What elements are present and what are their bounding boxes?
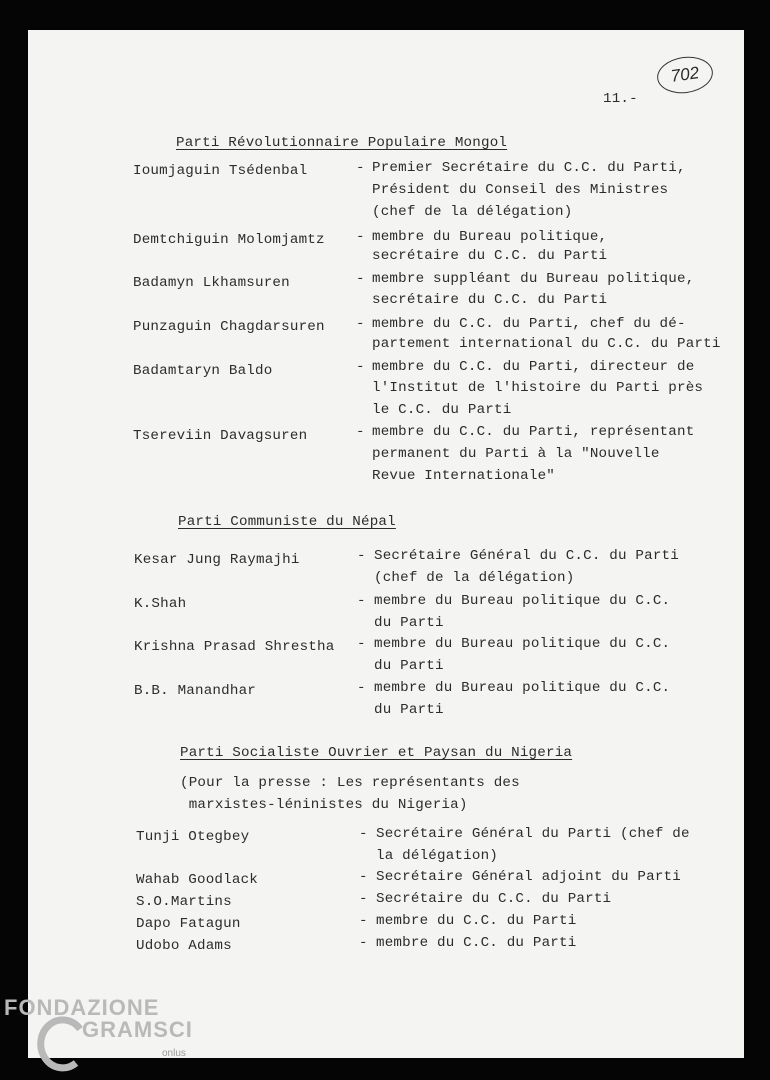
entry-role: Secrétaire du C.C. du Parti <box>376 891 612 907</box>
section-note: (Pour la presse : Les représentants des <box>180 775 520 791</box>
entry-role: le C.C. du Parti <box>372 402 512 418</box>
dash: - <box>359 913 368 929</box>
watermark-line2: GRAMSCI <box>82 1017 193 1042</box>
entry-role: membre du Bureau politique du C.C. <box>374 636 671 652</box>
section-title: Parti Révolutionnaire Populaire Mongol <box>176 135 508 151</box>
entry-role: secrétaire du C.C. du Parti <box>372 292 608 308</box>
dash: - <box>356 160 365 176</box>
section-title: Parti Communiste du Népal <box>178 514 396 530</box>
entry-name: Ioumjaguin Tsédenbal <box>133 163 308 179</box>
entry-role: l'Institut de l'histoire du Parti près <box>372 380 704 396</box>
entry-name: Demtchiguin Molomjamtz <box>133 232 325 248</box>
section-note: marxistes-léninistes du Nigeria) <box>180 797 468 813</box>
entry-role: membre du Bureau politique, <box>372 229 608 245</box>
dash: - <box>359 891 368 907</box>
entry-role: Premier Secrétaire du C.C. du Parti, <box>372 160 686 176</box>
dash: - <box>357 548 366 564</box>
entry-role: Secrétaire Général du Parti (chef de <box>376 826 690 842</box>
entry-name: Punzaguin Chagdarsuren <box>133 319 325 335</box>
watermark-line1: FONDAZIONE <box>4 995 160 1020</box>
dash: - <box>359 869 368 885</box>
entry-name: Wahab Goodlack <box>136 872 258 888</box>
entry-role: la délégation) <box>376 848 498 864</box>
dash: - <box>356 424 365 440</box>
dash: - <box>359 826 368 842</box>
entry-role: (chef de la délégation) <box>374 570 575 586</box>
entry-role: secrétaire du C.C. du Parti <box>372 248 608 264</box>
entry-role: membre du Bureau politique du C.C. <box>374 593 671 609</box>
entry-role: Secrétaire Général du C.C. du Parti <box>374 548 679 564</box>
entry-name: Udobo Adams <box>136 938 232 954</box>
dash: - <box>356 316 365 332</box>
dash: - <box>359 935 368 951</box>
dash: - <box>356 359 365 375</box>
entry-name: Kesar Jung Raymajhi <box>134 552 300 568</box>
entry-role: Secrétaire Général adjoint du Parti <box>376 869 681 885</box>
fondazione-gramsci-watermark <box>4 995 204 1075</box>
entry-role: du Parti <box>374 702 444 718</box>
entry-role: permanent du Parti à la "Nouvelle <box>372 446 660 462</box>
entry-name: Krishna Prasad Shrestha <box>134 639 335 655</box>
entry-name: B.B. Manandhar <box>134 683 256 699</box>
section-title: Parti Socialiste Ouvrier et Paysan du Nigeria <box>180 745 573 761</box>
dash: - <box>357 636 366 652</box>
page-number: 11.- <box>603 91 638 107</box>
entry-role: membre du C.C. du Parti, directeur de <box>372 359 695 375</box>
entry-name: Badamtaryn Baldo <box>133 363 273 379</box>
entry-role: du Parti <box>374 615 444 631</box>
entry-name: Tunji Otegbey <box>136 829 250 845</box>
archive-number: 702 <box>669 63 701 86</box>
entry-role: partement international du C.C. du Parti <box>372 336 721 352</box>
entry-role: Président du Conseil des Ministres <box>372 182 669 198</box>
entry-name: S.O.Martins <box>136 894 232 910</box>
entry-role: membre du C.C. du Parti, chef du dé- <box>372 316 686 332</box>
watermark-sub: onlus <box>162 1048 186 1059</box>
dash: - <box>357 593 366 609</box>
entry-role: membre du C.C. du Parti <box>376 913 577 929</box>
dash: - <box>357 680 366 696</box>
entry-role: membre du Bureau politique du C.C. <box>374 680 671 696</box>
entry-role: membre du C.C. du Parti <box>376 935 577 951</box>
dash: - <box>356 229 365 245</box>
gramsci-g-logo-icon <box>36 1015 84 1073</box>
entry-role: (chef de la délégation) <box>372 204 573 220</box>
entry-role: Revue Internationale" <box>372 468 555 484</box>
entry-role: du Parti <box>374 658 444 674</box>
entry-role: membre du C.C. du Parti, représentant <box>372 424 695 440</box>
dash: - <box>356 271 365 287</box>
entry-role: membre suppléant du Bureau politique, <box>372 271 695 287</box>
entry-name: K.Shah <box>134 596 187 612</box>
entry-name: Badamyn Lkhamsuren <box>133 275 290 291</box>
entry-name: Dapo Fatagun <box>136 916 241 932</box>
entry-name: Tsereviin Davagsuren <box>133 428 308 444</box>
